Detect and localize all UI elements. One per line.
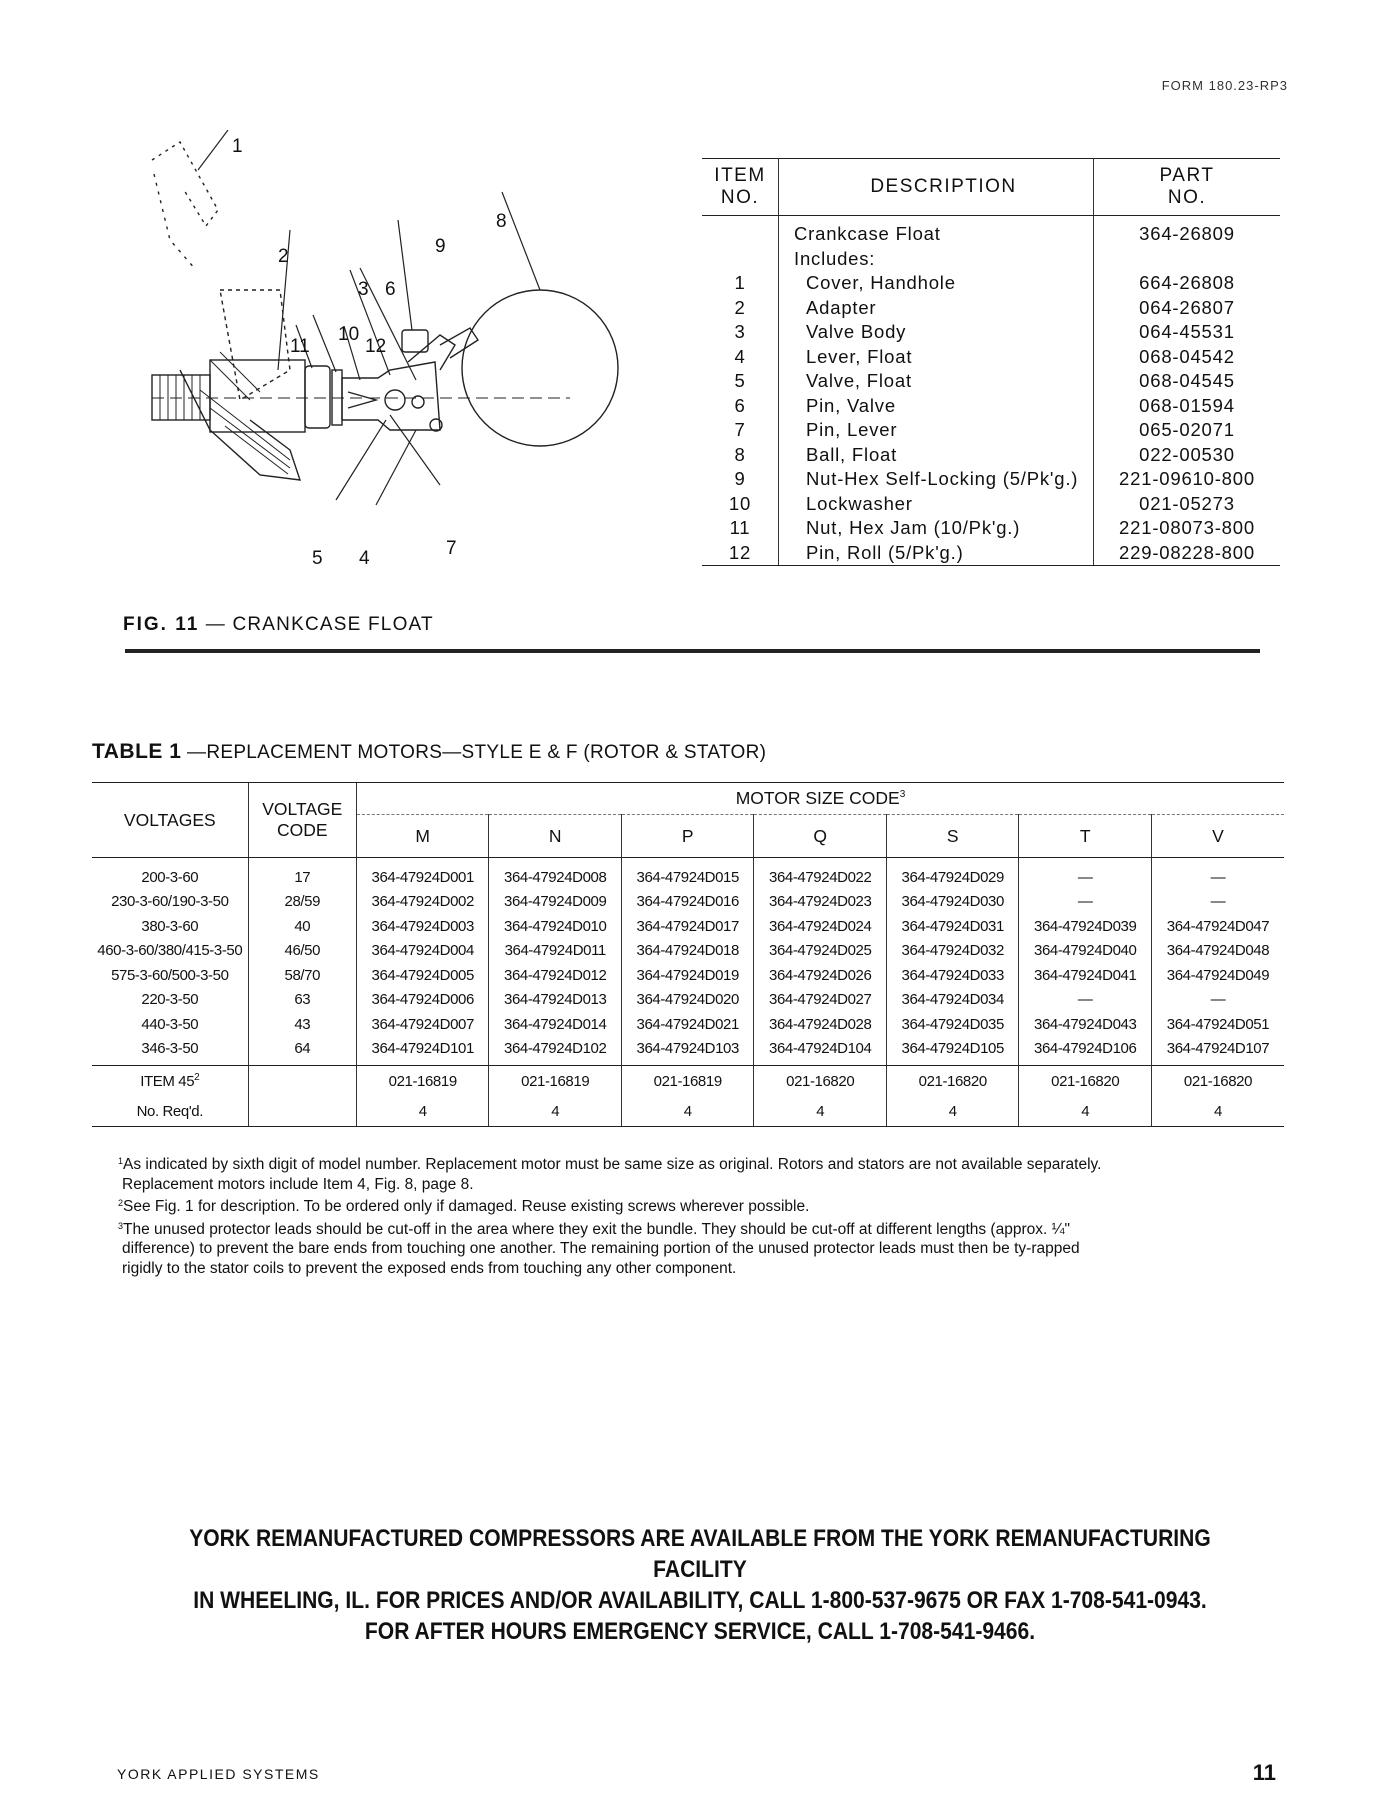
item45-label-text: ITEM 45 (140, 1073, 195, 1090)
item45-label (92, 1066, 248, 1097)
footnote-line (118, 1239, 1298, 1259)
motor-row (92, 963, 1284, 988)
motor-part-no: 364-47924D032 (886, 939, 1019, 964)
item-no: 8 (702, 443, 779, 468)
motor-part-no: 364-47924D040 (1019, 939, 1152, 964)
motor-part-no: 364-47924D106 (1019, 1037, 1152, 1066)
voltages-header: VOLTAGES (92, 783, 248, 858)
part-description: Cover, Handhole (779, 271, 1094, 296)
motor-part-no: 364-47924D025 (754, 939, 887, 964)
voltage: 220-3-50 (141, 991, 199, 1009)
voltage: 460-3-60/380/415-3-50 (97, 942, 243, 960)
part-no: 221-09610-800 (1119, 468, 1255, 489)
no-reqd-code-blank (248, 1096, 356, 1127)
no-reqd-value: 4 (886, 1096, 1019, 1127)
no-reqd-value: 4 (1151, 1096, 1284, 1127)
remanufacturing-banner (184, 1523, 1216, 1647)
parts-row (702, 394, 1280, 419)
no-reqd-value: 4 (621, 1096, 754, 1127)
footer-company: YORK APPLIED SYSTEMS (117, 1766, 320, 1782)
item45-part-no: 021-16820 (754, 1066, 887, 1097)
part-no-header: PART NO. (1094, 159, 1281, 216)
callout-3: 3 (358, 279, 369, 300)
item-no: 1 (702, 271, 779, 296)
table-footnotes (118, 1152, 1298, 1278)
table1-title: TABLE 1 —REPLACEMENT MOTORS—STYLE E & F (ROTOR & STATOR) (92, 740, 767, 763)
footnote-text: difference) to prevent the bare ends from touching one another. The remaining portion of the unused protector leads must then be ty-rapped (122, 1240, 1080, 1257)
voltage-code: 28/59 (248, 890, 356, 915)
page-number: 11 (1252, 1760, 1276, 1785)
item45-part-no: 021-16820 (1151, 1066, 1284, 1097)
voltage: 440-3-50 (141, 1015, 199, 1033)
part-no: 068-04545 (1139, 370, 1235, 391)
item-no (702, 247, 779, 272)
footnote-text: See Fig. 1 for description. To be ordered only if damaged. Reuse existing screws wherever possible. (123, 1198, 810, 1215)
motor-part-no: 364-47924D043 (1019, 1012, 1152, 1037)
footnote-text: The unused protector leads should be cut-off in the area where they exit the bundle. They should be cut-off at different lengths (approx. ¼" (123, 1220, 1071, 1238)
motor-part-no: 364-47924D033 (886, 963, 1019, 988)
motor-row (92, 1012, 1284, 1037)
motor-part-no: 364-47924D022 (754, 858, 887, 890)
motor-part-no: 364-47924D031 (886, 914, 1019, 939)
motor-part-no: 364-47924D021 (621, 1012, 754, 1037)
no-reqd-value: 4 (356, 1096, 489, 1127)
part-no: 229-08228-800 (1094, 541, 1281, 566)
motor-part-no: 364-47924D030 (886, 890, 1019, 915)
voltage: 346-3-50 (92, 1037, 248, 1066)
part-description: Lockwasher (779, 492, 1094, 517)
footnote-line (118, 1175, 1298, 1195)
motor-part-no: — (1019, 858, 1152, 890)
callout-5: 5 (312, 548, 323, 569)
motor-part-no: 364-47924D104 (754, 1037, 887, 1066)
motor-size-v: V (1151, 815, 1284, 858)
parts-row (702, 516, 1280, 541)
part-no: 065-02071 (1139, 419, 1235, 440)
part-no: 064-45531 (1139, 321, 1235, 342)
motor-part-no: 364-47924D047 (1151, 914, 1284, 939)
motor-part-no: 364-47924D028 (754, 1012, 887, 1037)
motor-part-no: 364-47924D010 (489, 914, 622, 939)
part-no: 064-26807 (1139, 296, 1235, 318)
footnote-line (118, 1152, 1298, 1175)
voltage-code-header: VOLTAGE CODE (248, 783, 356, 858)
part-no: 021-05273 (1139, 492, 1235, 514)
part-no: 221-08073-800 (1119, 517, 1255, 538)
no-reqd-value: 4 (754, 1096, 887, 1127)
motor-part-no: 364-47924D005 (356, 963, 489, 988)
part-description: Lever, Float (779, 345, 1094, 370)
part-no: 022-00530 (1139, 443, 1235, 465)
no-reqd-row (92, 1096, 1284, 1127)
motor-size-p: P (621, 815, 754, 858)
no-reqd-label: No. Req'd. (92, 1096, 248, 1127)
part-description: Ball, Float (779, 443, 1094, 468)
motor-part-no: 364-47924D101 (356, 1037, 489, 1066)
part-no: 664-26808 (1139, 272, 1235, 293)
crankcase-float-diagram (140, 130, 700, 590)
motor-part-no: 364-47924D103 (621, 1037, 754, 1066)
motor-part-no: 364-47924D001 (356, 858, 489, 890)
parts-list-body (702, 216, 1280, 566)
motor-part-no: 364-47924D049 (1151, 963, 1284, 988)
parts-row (702, 216, 1280, 247)
motor-part-no: 364-47924D027 (754, 988, 887, 1013)
parts-row (702, 467, 1280, 492)
part-description: Includes: (779, 247, 1094, 272)
item45-row (92, 1066, 1284, 1097)
item-no: 9 (702, 467, 779, 492)
callout-2: 2 (278, 246, 289, 267)
section-divider (125, 649, 1260, 653)
part-description: Crankcase Float (779, 216, 1094, 247)
parts-row (702, 443, 1280, 468)
motor-part-no: 364-47924D020 (621, 988, 754, 1013)
motor-part-no: 364-47924D048 (1151, 939, 1284, 964)
parts-row (702, 345, 1280, 370)
banner-line: IN WHEELING, IL. FOR PRICES AND/OR AVAILABILITY, CALL 1-800-537-9675 OR FAX 1-708-541-0943. (193, 1587, 1207, 1614)
item-no: 5 (702, 369, 779, 394)
part-description: Nut-Hex Self-Locking (5/Pk'g.) (779, 467, 1094, 492)
voltage-code: 64 (248, 1037, 356, 1066)
item45-part-no: 021-16819 (489, 1066, 622, 1097)
voltage: 230-3-60/190-3-50 (111, 893, 229, 911)
motor-size-n: N (489, 815, 622, 858)
footnote-text: As indicated by sixth digit of model number. Replacement motor must be same size as original. Rotors and stators are not available separately. (123, 1156, 1102, 1173)
item-no: 12 (702, 541, 779, 566)
motor-part-no: 364-47924D017 (621, 914, 754, 939)
voltage: 575-3-60/500-3-50 (111, 966, 229, 984)
voltage-code: 58/70 (248, 963, 356, 988)
motor-part-no: 364-47924D107 (1151, 1037, 1284, 1066)
item45-part-no: 021-16820 (886, 1066, 1019, 1097)
item45-code-blank (248, 1066, 356, 1097)
motor-part-no: 364-47924D026 (754, 963, 887, 988)
motor-part-no: 364-47924D008 (489, 858, 622, 890)
motor-part-no: 364-47924D105 (886, 1037, 1019, 1066)
callout-12: 12 (365, 336, 387, 357)
item45-part-no: 021-16819 (356, 1066, 489, 1097)
motor-part-no: — (1019, 890, 1152, 915)
motor-part-no: 364-47924D009 (489, 890, 622, 915)
description-header: DESCRIPTION (779, 159, 1094, 216)
parts-row (702, 320, 1280, 345)
parts-row (702, 541, 1280, 566)
item-no: 10 (702, 492, 779, 517)
callout-8: 8 (496, 211, 507, 232)
motor-part-no: 364-47924D041 (1019, 963, 1152, 988)
item45-part-no: 021-16820 (1019, 1066, 1152, 1097)
motor-part-no: 364-47924D006 (356, 988, 489, 1013)
motor-part-no: — (1151, 890, 1284, 915)
footnote-text: Replacement motors include Item 4, Fig. 8, page 8. (122, 1175, 474, 1193)
voltage-code: 40 (248, 914, 356, 939)
motor-row (92, 858, 1284, 890)
part-description: Nut, Hex Jam (10/Pk'g.) (779, 516, 1094, 541)
voltage-code: 46/50 (248, 939, 356, 964)
parts-row (702, 296, 1280, 321)
motor-size-m: M (356, 815, 489, 858)
part-description: Adapter (779, 296, 1094, 321)
motor-part-no: — (1151, 858, 1284, 890)
motor-part-no: 364-47924D039 (1019, 914, 1152, 939)
callout-11: 11 (290, 336, 310, 357)
motor-row (92, 988, 1284, 1013)
motor-part-no: 364-47924D002 (356, 890, 489, 915)
motor-part-no: 364-47924D018 (621, 939, 754, 964)
item-no: 6 (702, 394, 779, 419)
item-no: 4 (702, 345, 779, 370)
part-description: Pin, Valve (779, 394, 1094, 419)
item-no: 3 (702, 320, 779, 345)
parts-row (702, 492, 1280, 517)
motor-part-no: 364-47924D016 (621, 890, 754, 915)
motor-part-no: 364-47924D034 (886, 988, 1019, 1013)
voltage-code: 63 (248, 988, 356, 1013)
motor-part-no: 364-47924D012 (489, 963, 622, 988)
item45-label-sup: 2 (194, 1072, 200, 1083)
parts-row (702, 247, 1280, 272)
motor-size-q: Q (754, 815, 887, 858)
voltage: 200-3-60 (141, 868, 199, 886)
motor-part-no: 364-47924D029 (886, 858, 1019, 890)
voltage: 380-3-60 (141, 917, 199, 935)
part-no: 364-26809 (1139, 223, 1235, 244)
footnote-marker: 2 (118, 1198, 124, 1208)
motor-part-no: 364-47924D013 (489, 988, 622, 1013)
footnote-line (118, 1259, 1298, 1279)
item-no-header: ITEM NO. (702, 159, 779, 216)
voltage-code: 17 (248, 858, 356, 890)
footnote-line (118, 1217, 1298, 1240)
callout-6: 6 (385, 279, 396, 300)
part-description: Pin, Lever (779, 418, 1094, 443)
item-no (702, 216, 779, 247)
motor-part-no: 364-47924D003 (356, 914, 489, 939)
motor-part-no: 364-47924D019 (621, 963, 754, 988)
footnote-marker: 1 (118, 1156, 124, 1166)
motor-part-no: 364-47924D007 (356, 1012, 489, 1037)
item-no: 2 (702, 296, 779, 321)
motor-part-no: 364-47924D004 (356, 939, 489, 964)
part-description: Valve, Float (779, 369, 1094, 394)
parts-list-table (702, 158, 1280, 566)
motor-part-no: 364-47924D051 (1151, 1012, 1284, 1037)
motor-row (92, 914, 1284, 939)
motor-size-s: S (886, 815, 1019, 858)
banner-line: YORK REMANUFACTURED COMPRESSORS ARE AVAILABLE FROM THE YORK REMANUFACTURING FACILITY (189, 1525, 1211, 1583)
motor-part-no: 364-47924D015 (621, 858, 754, 890)
callout-10: 10 (338, 324, 360, 345)
callout-1: 1 (232, 136, 243, 157)
motor-part-no: 364-47924D035 (886, 1012, 1019, 1037)
item-no: 7 (702, 418, 779, 443)
motor-part-no: — (1151, 988, 1284, 1013)
footnote-line (118, 1194, 1298, 1217)
no-reqd-value: 4 (489, 1096, 622, 1127)
motor-part-no: — (1019, 988, 1152, 1013)
motor-part-no: 364-47924D102 (489, 1037, 622, 1066)
parts-row (702, 271, 1280, 296)
replacement-motors-table (92, 782, 1284, 1127)
no-reqd-value: 4 (1019, 1096, 1152, 1127)
motor-part-no: 364-47924D024 (754, 914, 887, 939)
parts-row (702, 418, 1280, 443)
motor-part-no: 364-47924D014 (489, 1012, 622, 1037)
part-no: 068-01594 (1139, 394, 1235, 416)
motor-row (92, 1037, 1284, 1066)
footnote-marker: 3 (118, 1220, 124, 1231)
item45-part-no: 021-16819 (621, 1066, 754, 1097)
part-description: Pin, Roll (5/Pk'g.) (779, 541, 1094, 566)
footnote-text: rigidly to the stator coils to prevent the exposed ends from touching any other component. (122, 1259, 737, 1277)
motor-size-code-header: MOTOR SIZE CODE$^3$ (356, 783, 1284, 815)
figure-caption: FIG. 11 — CRANKCASE FLOAT (123, 614, 434, 635)
voltage-code: 43 (248, 1012, 356, 1037)
part-no: 068-04542 (1139, 345, 1235, 367)
part-no (1094, 247, 1281, 272)
motor-size-t: T (1019, 815, 1152, 858)
form-number: FORM 180.23-RP3 (1161, 78, 1288, 93)
motor-row (92, 939, 1284, 964)
motor-row (92, 890, 1284, 915)
motor-part-no: 364-47924D011 (489, 939, 622, 964)
parts-row (702, 369, 1280, 394)
callout-7: 7 (446, 538, 457, 559)
callout-9: 9 (435, 236, 446, 257)
motor-part-no: 364-47924D023 (754, 890, 887, 915)
banner-line: FOR AFTER HOURS EMERGENCY SERVICE, CALL 1-708-541-9466. (364, 1618, 1036, 1645)
part-description: Valve Body (779, 320, 1094, 345)
item-no: 11 (702, 516, 779, 541)
callout-4: 4 (359, 548, 370, 569)
